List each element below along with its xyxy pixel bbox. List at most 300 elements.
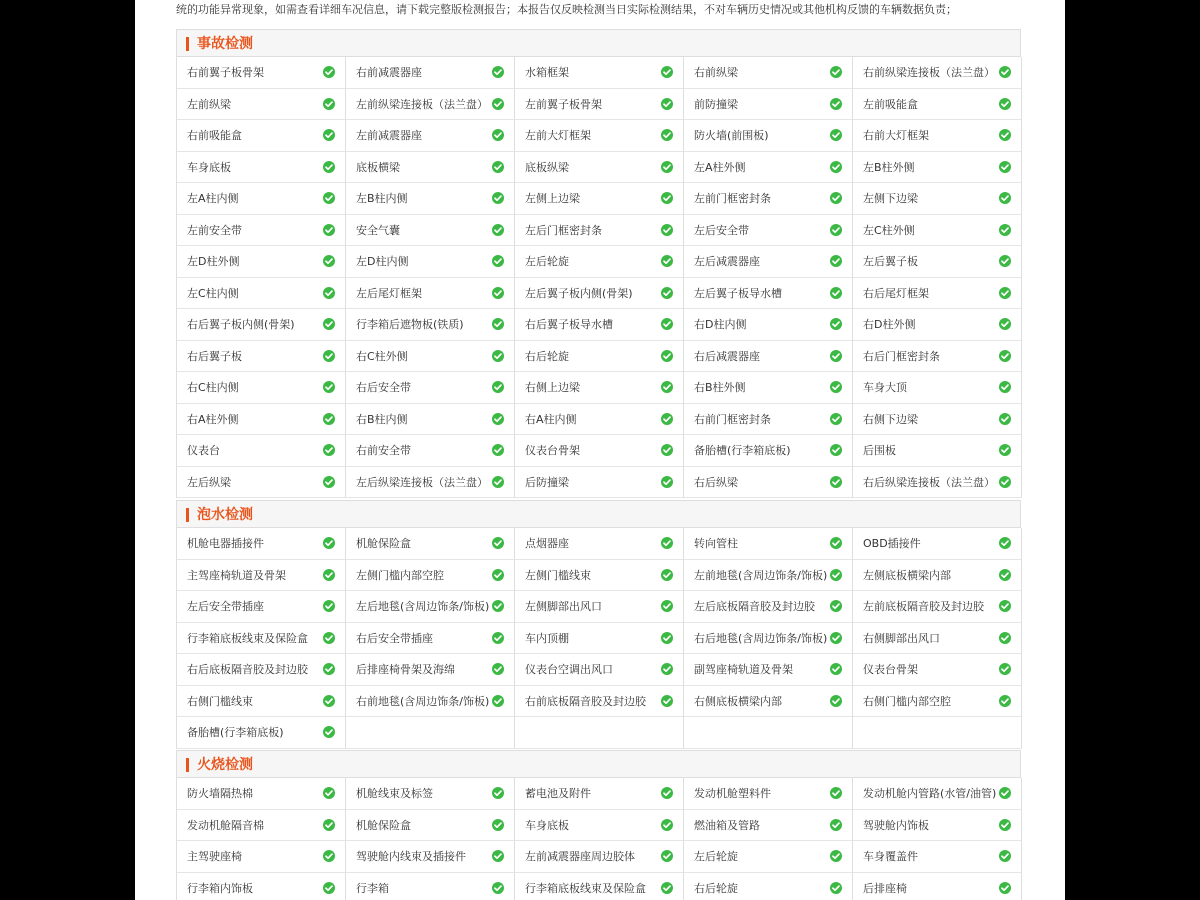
- check-circle-icon: [999, 98, 1011, 110]
- check-circle-icon: [830, 569, 842, 581]
- check-item-label: 左前门框密封条: [694, 192, 771, 205]
- check-circle-icon: [661, 850, 673, 862]
- check-item-label: 右后底板隔音胶及封边胶: [187, 663, 308, 676]
- section-title: 火烧检测: [197, 757, 253, 773]
- check-circle-icon: [492, 537, 504, 549]
- check-item-label: 安全气囊: [356, 223, 400, 237]
- section-header-fire: [176, 750, 1021, 778]
- check-item: [515, 404, 684, 436]
- check-item-label: 右D柱内侧: [694, 318, 747, 331]
- check-item-label: 车内顶棚: [525, 631, 569, 645]
- check-circle-icon: [830, 600, 842, 612]
- check-item: [684, 57, 853, 89]
- check-circle-icon: [661, 224, 673, 236]
- check-circle-icon: [323, 444, 335, 456]
- check-item: [853, 183, 1022, 215]
- check-item-label: 行李箱内饰板: [187, 881, 253, 895]
- check-item-label: 右后轮旋: [525, 349, 569, 363]
- check-item-label: 右侧门槛内部空腔: [863, 694, 951, 708]
- check-item: [515, 560, 684, 592]
- check-circle-icon: [492, 476, 504, 488]
- check-item: [515, 89, 684, 121]
- check-item: [177, 560, 346, 592]
- check-circle-icon: [661, 600, 673, 612]
- check-item: [515, 309, 684, 341]
- check-item-label: 驾驶舱内饰板: [863, 818, 929, 832]
- check-item: [346, 89, 515, 121]
- check-item: [853, 372, 1022, 404]
- check-circle-icon: [830, 819, 842, 831]
- check-circle-icon: [830, 287, 842, 299]
- check-item-label: 右前减震器座: [356, 66, 422, 79]
- check-item: [177, 623, 346, 655]
- check-item: [684, 778, 853, 810]
- check-circle-icon: [492, 413, 504, 425]
- check-item: [346, 183, 515, 215]
- check-item: [684, 404, 853, 436]
- check-item-label: 右A柱外侧: [187, 412, 239, 426]
- check-item: [515, 57, 684, 89]
- check-item: [684, 623, 853, 655]
- check-item-label: 左前翼子板骨架: [525, 97, 602, 111]
- check-item-label: 左C柱内侧: [187, 286, 239, 300]
- check-circle-icon: [830, 632, 842, 644]
- check-circle-icon: [492, 632, 504, 644]
- check-item-label: 左后翼子板内侧(骨架): [525, 286, 633, 300]
- check-item: [515, 246, 684, 278]
- check-item-label: 左前大灯框架: [525, 129, 591, 142]
- check-circle-icon: [323, 350, 335, 362]
- check-item: [853, 152, 1022, 184]
- check-item: [684, 152, 853, 184]
- check-circle-icon: [830, 882, 842, 894]
- check-item-label: 车身覆盖件: [863, 850, 918, 863]
- check-item: [853, 404, 1022, 436]
- check-item-label: 右前吸能盒: [187, 129, 242, 142]
- check-item: [177, 309, 346, 341]
- check-item-label: 后围板: [863, 444, 896, 457]
- check-item-label: 左D柱内侧: [356, 255, 409, 268]
- check-item-label: 发动机舱内管路(水管/油管): [863, 787, 997, 800]
- check-item: [177, 528, 346, 560]
- check-item: [853, 341, 1022, 373]
- check-item: [346, 341, 515, 373]
- check-item-label: 右前大灯框架: [863, 129, 929, 142]
- check-item: [853, 467, 1022, 499]
- check-item-label: 驾驶舱内线束及插接件: [356, 850, 466, 863]
- check-item-label: 左后轮旋: [525, 255, 569, 268]
- check-item-label: 右前纵梁连接板（法兰盘）: [863, 66, 995, 79]
- check-item-label: 备胎槽(行李箱底板): [187, 726, 284, 739]
- check-circle-icon: [661, 632, 673, 644]
- check-item-label: 备胎槽(行李箱底板): [694, 444, 791, 457]
- check-circle-icon: [830, 350, 842, 362]
- check-circle-icon: [323, 632, 335, 644]
- check-circle-icon: [492, 192, 504, 204]
- check-item: [515, 467, 684, 499]
- check-circle-icon: [999, 695, 1011, 707]
- check-item: [346, 841, 515, 873]
- check-item: [853, 435, 1022, 467]
- check-item: [853, 654, 1022, 686]
- check-item-label: 发动机舱塑料件: [694, 787, 771, 800]
- flood-check-grid: [176, 528, 1021, 749]
- check-item: [177, 404, 346, 436]
- check-circle-icon: [323, 287, 335, 299]
- check-item-label: 左C柱外侧: [863, 223, 915, 237]
- check-circle-icon: [661, 663, 673, 675]
- check-item-label: 右后门框密封条: [863, 349, 940, 363]
- check-circle-icon: [323, 476, 335, 488]
- check-item-label: 后防撞梁: [525, 475, 569, 489]
- check-circle-icon: [999, 537, 1011, 549]
- check-circle-icon: [830, 161, 842, 173]
- check-item-label: 右后安全带: [356, 381, 411, 394]
- check-item-label: 左侧门槛内部空腔: [356, 568, 444, 582]
- check-item-label: 右后翼子板导水槽: [525, 318, 613, 331]
- check-circle-icon: [323, 129, 335, 141]
- check-circle-icon: [323, 224, 335, 236]
- check-circle-icon: [492, 882, 504, 894]
- check-item: [853, 278, 1022, 310]
- check-item: [684, 467, 853, 499]
- check-item: [853, 560, 1022, 592]
- check-item-label: 燃油箱及管路: [694, 818, 760, 832]
- check-item-label: 左A柱内侧: [187, 192, 239, 205]
- check-item: [684, 183, 853, 215]
- check-circle-icon: [323, 413, 335, 425]
- check-item: [177, 89, 346, 121]
- check-item: [346, 810, 515, 842]
- check-item: [346, 654, 515, 686]
- check-item-label: 右后尾灯框架: [863, 286, 929, 300]
- check-item: [177, 654, 346, 686]
- check-item: [515, 215, 684, 247]
- empty-cell: [515, 717, 684, 749]
- check-item: [515, 435, 684, 467]
- check-item-label: 左前安全带: [187, 223, 242, 237]
- check-item: [515, 841, 684, 873]
- check-circle-icon: [323, 66, 335, 78]
- section-accent-bar: [186, 758, 189, 772]
- check-item: [853, 623, 1022, 655]
- check-circle-icon: [830, 663, 842, 675]
- check-item-label: 右后翼子板内侧(骨架): [187, 318, 295, 331]
- check-item: [177, 120, 346, 152]
- check-circle-icon: [492, 381, 504, 393]
- check-circle-icon: [492, 787, 504, 799]
- check-item: [346, 278, 515, 310]
- check-item: [177, 778, 346, 810]
- check-item-label: 右后纵梁连接板（法兰盘）: [863, 475, 995, 489]
- check-item: [177, 57, 346, 89]
- check-circle-icon: [999, 192, 1011, 204]
- check-item: [853, 686, 1022, 718]
- check-circle-icon: [830, 850, 842, 862]
- check-item: [853, 215, 1022, 247]
- check-item: [346, 435, 515, 467]
- check-item: [346, 309, 515, 341]
- check-item: [515, 591, 684, 623]
- check-item-label: 右侧下边梁: [863, 412, 918, 426]
- check-circle-icon: [323, 726, 335, 738]
- check-circle-icon: [492, 600, 504, 612]
- section-header-accident: [176, 29, 1021, 57]
- check-item: [684, 560, 853, 592]
- check-item: [684, 246, 853, 278]
- check-item: [684, 278, 853, 310]
- check-circle-icon: [830, 537, 842, 549]
- check-circle-icon: [661, 381, 673, 393]
- check-circle-icon: [999, 381, 1011, 393]
- check-circle-icon: [999, 129, 1011, 141]
- check-item-label: 水箱框架: [525, 66, 569, 79]
- check-item: [346, 560, 515, 592]
- check-item: [684, 591, 853, 623]
- check-circle-icon: [661, 787, 673, 799]
- check-item: [177, 591, 346, 623]
- check-item: [684, 309, 853, 341]
- check-circle-icon: [492, 350, 504, 362]
- check-item: [515, 528, 684, 560]
- check-circle-icon: [323, 882, 335, 894]
- check-item-label: 左后底板隔音胶及封边胶: [694, 600, 815, 613]
- check-item-label: 底板横梁: [356, 160, 400, 174]
- check-item-label: 右前翼子板骨架: [187, 66, 264, 79]
- check-item-label: 仪表台骨架: [525, 444, 580, 457]
- check-item-label: OBD插接件: [863, 537, 921, 550]
- check-item-label: 底板纵梁: [525, 160, 569, 174]
- check-item: [853, 57, 1022, 89]
- check-item-label: 左前地毯(含周边饰条/饰板): [694, 568, 828, 582]
- section-header-flood: [176, 500, 1021, 528]
- check-item-label: 右后翼子板: [187, 349, 242, 363]
- check-circle-icon: [661, 129, 673, 141]
- check-item-label: 左后安全带插座: [187, 600, 264, 613]
- check-item-label: 行李箱后遮物板(铁质): [356, 318, 464, 331]
- check-item: [515, 278, 684, 310]
- check-item: [177, 183, 346, 215]
- check-item-label: 主驾驶座椅: [187, 850, 242, 863]
- check-item-label: 左侧底板横梁内部: [863, 568, 951, 582]
- section-title: 泡水检测: [197, 507, 253, 523]
- check-item-label: 右前地毯(含周边饰条/饰板): [356, 694, 490, 708]
- check-item: [515, 152, 684, 184]
- check-item-label: 车身大顶: [863, 381, 907, 394]
- check-circle-icon: [830, 255, 842, 267]
- check-circle-icon: [492, 663, 504, 675]
- check-circle-icon: [323, 98, 335, 110]
- check-item-label: 机舱电器插接件: [187, 537, 264, 550]
- check-item: [346, 215, 515, 247]
- check-circle-icon: [661, 161, 673, 173]
- check-circle-icon: [661, 569, 673, 581]
- check-circle-icon: [492, 318, 504, 330]
- check-circle-icon: [830, 413, 842, 425]
- section-accent-bar: [186, 508, 189, 522]
- check-circle-icon: [999, 350, 1011, 362]
- check-item-label: 左后门框密封条: [525, 223, 602, 237]
- check-item: [684, 120, 853, 152]
- check-item-label: 车身底板: [187, 160, 231, 174]
- check-item-label: 机舱保险盒: [356, 818, 411, 832]
- fire-check-grid: [176, 778, 1021, 900]
- empty-cell: [346, 717, 515, 749]
- check-item: [515, 873, 684, 900]
- check-circle-icon: [830, 476, 842, 488]
- check-item-label: 左D柱外侧: [187, 255, 240, 268]
- check-item: [177, 246, 346, 278]
- check-item: [853, 528, 1022, 560]
- check-circle-icon: [999, 882, 1011, 894]
- check-item: [177, 717, 346, 749]
- check-circle-icon: [492, 224, 504, 236]
- check-item: [177, 841, 346, 873]
- disclaimer-text: 统的功能异常现象，如需查看详细车况信息，请下载完整版检测报告；本报告仅反映检测当日实际检测结果，不对车辆历史情况或其他机构反馈的车辆数据负责；: [176, 3, 957, 16]
- check-circle-icon: [661, 98, 673, 110]
- check-circle-icon: [999, 850, 1011, 862]
- check-item: [515, 654, 684, 686]
- check-item-label: 右A柱内侧: [525, 412, 577, 426]
- check-item-label: 左前吸能盒: [863, 97, 918, 111]
- check-item: [684, 686, 853, 718]
- check-item: [346, 372, 515, 404]
- check-circle-icon: [661, 255, 673, 267]
- check-item-label: 右后安全带插座: [356, 631, 433, 645]
- check-item: [515, 778, 684, 810]
- check-circle-icon: [830, 444, 842, 456]
- check-item-label: 右前安全带: [356, 444, 411, 457]
- check-item: [853, 89, 1022, 121]
- check-item: [177, 686, 346, 718]
- check-item-label: 右侧底板横梁内部: [694, 694, 782, 708]
- check-item: [346, 528, 515, 560]
- check-circle-icon: [661, 66, 673, 78]
- check-circle-icon: [661, 882, 673, 894]
- check-circle-icon: [492, 66, 504, 78]
- check-item-label: 左后纵梁连接板（法兰盘）: [356, 475, 488, 489]
- check-item: [853, 591, 1022, 623]
- check-item: [346, 152, 515, 184]
- check-circle-icon: [661, 537, 673, 549]
- check-circle-icon: [661, 287, 673, 299]
- check-item-label: 左侧脚部出风口: [525, 600, 602, 613]
- empty-cell: [684, 717, 853, 749]
- check-item: [346, 120, 515, 152]
- check-circle-icon: [830, 98, 842, 110]
- check-item: [177, 278, 346, 310]
- check-circle-icon: [661, 476, 673, 488]
- check-item: [177, 873, 346, 900]
- check-item-label: 机舱线束及标签: [356, 787, 433, 800]
- check-circle-icon: [830, 224, 842, 236]
- check-circle-icon: [323, 569, 335, 581]
- check-circle-icon: [323, 819, 335, 831]
- check-item: [853, 873, 1022, 900]
- check-circle-icon: [323, 192, 335, 204]
- check-circle-icon: [999, 413, 1011, 425]
- check-item-label: 左B柱外侧: [863, 160, 915, 174]
- check-circle-icon: [661, 695, 673, 707]
- check-circle-icon: [492, 161, 504, 173]
- check-item-label: 右C柱内侧: [187, 381, 239, 394]
- check-item-label: 行李箱底板线束及保险盒: [187, 631, 308, 645]
- check-item-label: 行李箱: [356, 881, 389, 895]
- check-circle-icon: [323, 663, 335, 675]
- check-circle-icon: [492, 129, 504, 141]
- check-item-label: 左前减震器座: [356, 129, 422, 142]
- check-item: [177, 810, 346, 842]
- check-circle-icon: [999, 569, 1011, 581]
- check-circle-icon: [999, 318, 1011, 330]
- check-item-label: 左侧门槛线束: [525, 568, 591, 582]
- check-item: [177, 341, 346, 373]
- check-item-label: 发动机舱隔音棉: [187, 818, 264, 832]
- check-item-label: 左前底板隔音胶及封边胶: [863, 600, 984, 613]
- check-circle-icon: [661, 350, 673, 362]
- check-item: [346, 57, 515, 89]
- check-circle-icon: [492, 695, 504, 707]
- check-item: [684, 841, 853, 873]
- check-item-label: 后排座椅骨架及海绵: [356, 663, 455, 676]
- check-item: [346, 778, 515, 810]
- check-circle-icon: [999, 632, 1011, 644]
- check-item-label: 左后纵梁: [187, 475, 231, 489]
- check-circle-icon: [999, 600, 1011, 612]
- check-item-label: 右后纵梁: [694, 475, 738, 489]
- accident-check-grid: [176, 57, 1021, 498]
- check-circle-icon: [999, 787, 1011, 799]
- check-circle-icon: [492, 98, 504, 110]
- check-circle-icon: [830, 381, 842, 393]
- check-circle-icon: [999, 287, 1011, 299]
- check-item-label: 右侧脚部出风口: [863, 631, 940, 645]
- check-item: [684, 873, 853, 900]
- report-page: [135, 0, 1065, 900]
- check-item: [853, 309, 1022, 341]
- check-item: [346, 873, 515, 900]
- check-item: [177, 152, 346, 184]
- check-circle-icon: [323, 695, 335, 707]
- check-item-label: 左后翼子板导水槽: [694, 286, 782, 300]
- check-item-label: 左后尾灯框架: [356, 286, 422, 300]
- check-item: [853, 810, 1022, 842]
- check-circle-icon: [492, 444, 504, 456]
- check-item: [515, 183, 684, 215]
- check-item: [346, 591, 515, 623]
- check-item-label: 左前纵梁: [187, 97, 231, 111]
- check-circle-icon: [323, 381, 335, 393]
- check-circle-icon: [999, 224, 1011, 236]
- check-circle-icon: [323, 255, 335, 267]
- check-item: [515, 686, 684, 718]
- check-circle-icon: [661, 413, 673, 425]
- check-item-label: 防火墙(前围板): [694, 129, 769, 142]
- check-circle-icon: [999, 161, 1011, 173]
- check-item-label: 左A柱外侧: [694, 160, 746, 174]
- check-item-label: 车身底板: [525, 818, 569, 832]
- check-item: [684, 89, 853, 121]
- check-item: [684, 810, 853, 842]
- check-item-label: 左后轮旋: [694, 850, 738, 863]
- check-circle-icon: [999, 663, 1011, 675]
- empty-cell: [853, 717, 1022, 749]
- check-circle-icon: [830, 318, 842, 330]
- check-item-label: 右后轮旋: [694, 881, 738, 895]
- check-item-label: 前防撞梁: [694, 97, 738, 111]
- check-item-label: 蓄电池及附件: [525, 787, 591, 800]
- check-item: [515, 120, 684, 152]
